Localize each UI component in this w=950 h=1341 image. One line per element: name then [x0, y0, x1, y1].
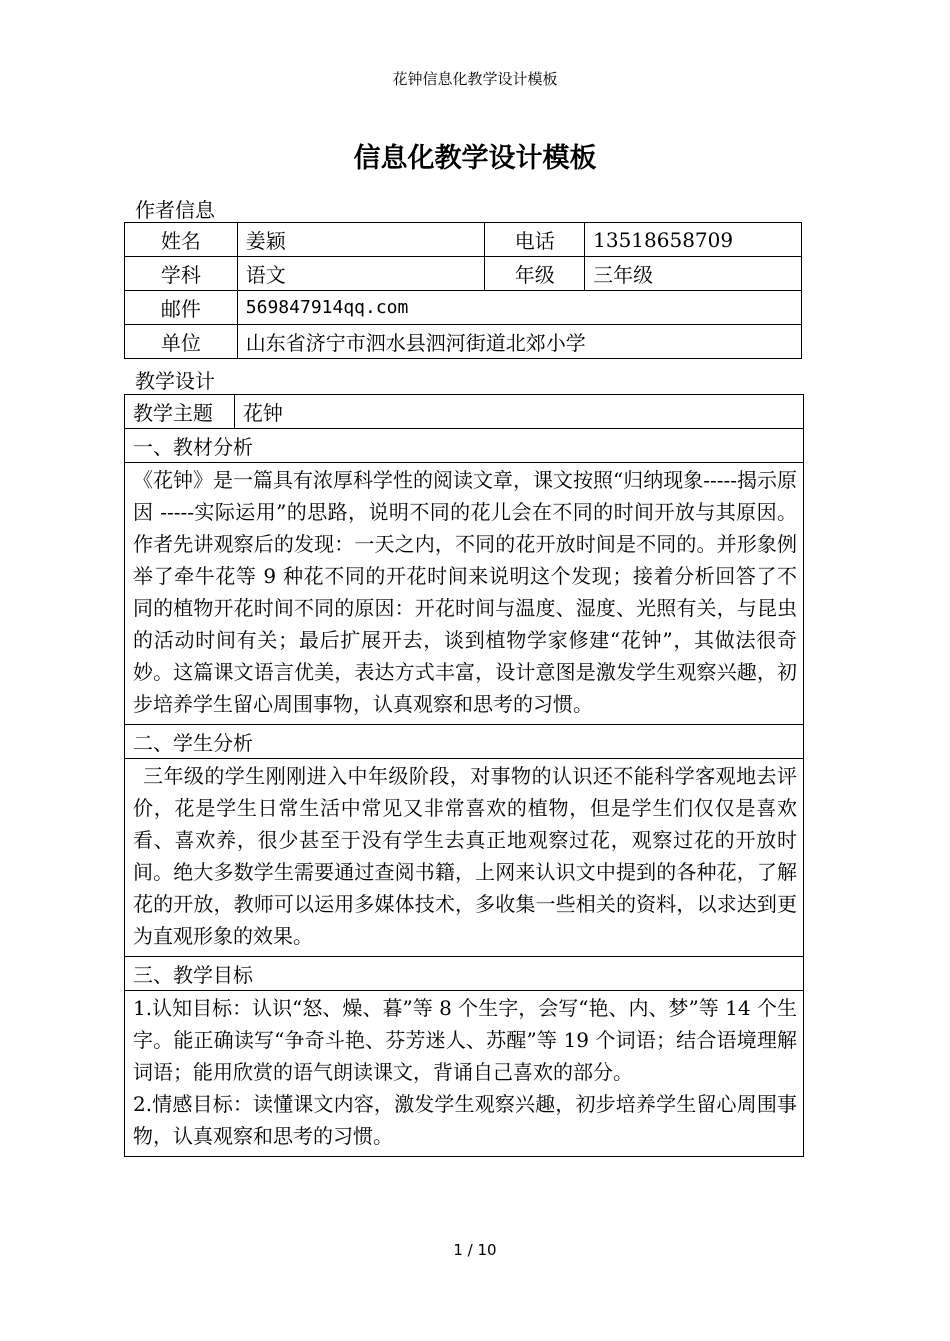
topic-label: 教学主题 — [125, 395, 235, 429]
emotional-goal: 2.情感目标：读懂课文内容，激发学生观察兴趣，初步培养学生留心周围事物，认真观察和思考的习惯。 — [133, 1092, 797, 1148]
unit-label: 单位 — [125, 325, 238, 359]
document-title: 信息化教学设计模板 — [353, 143, 597, 174]
email-label: 邮件 — [125, 291, 238, 325]
author-section-label: 作者信息 — [135, 198, 215, 222]
author-row-unit — [125, 325, 802, 359]
author-row-name — [125, 223, 802, 257]
topic-value: 花钟 — [234, 395, 803, 429]
material-body-row — [125, 463, 804, 725]
teaching-design-table — [124, 394, 804, 1157]
topic-row — [125, 395, 804, 429]
running-header: 花钟信息化教学设计模板 — [392, 70, 558, 88]
grade-label: 年级 — [485, 257, 585, 291]
goal-heading-row — [125, 957, 804, 991]
name-value: 姜颖 — [237, 223, 485, 257]
student-analysis-text: 三年级的学生刚刚进入中年级阶段，对事物的认识还不能科学客观地去评价，花是学生日常生活中常见又非常喜欢的植物，但是学生们仅仅是喜欢看、喜欢养，很少甚至于没有学生去真正地观察过花，观察过花的开放时间。绝大多数学生需要通过查阅书籍，上网来认识文中提到的各种花，了解花的开放，教师可以运用多媒体技术，多收集一些相关的资料，以求达到更为直观形象的效果。 — [125, 759, 804, 957]
phone-label: 电话 — [485, 223, 585, 257]
design-section-label: 教学设计 — [135, 369, 215, 393]
page-number: 1 / 10 — [453, 1241, 497, 1259]
phone-value: 13518658709 — [585, 223, 802, 257]
student-body-row — [125, 759, 804, 957]
name-label: 姓名 — [125, 223, 238, 257]
material-analysis-heading: 一、教材分析 — [125, 429, 804, 463]
unit-value: 山东省济宁市泗水县泗河街道北郊小学 — [237, 325, 801, 359]
subject-value: 语文 — [237, 257, 485, 291]
subject-label: 学科 — [125, 257, 238, 291]
teaching-goal-heading: 三、教学目标 — [125, 957, 804, 991]
email-value: 569847914qq.com — [237, 291, 801, 325]
cognitive-goal: 1.认知目标：认识“怒、燥、暮”等 8 个生字，会写“艳、内、梦”等 14 个生字。能正确读写“争奇斗艳、芬芳迷人、苏醒”等 19 个词语；结合语境理解词语；能用欣赏的语气朗读课文，背诵自己喜欢的部分。 — [133, 996, 797, 1084]
grade-value: 三年级 — [585, 257, 802, 291]
author-row-email — [125, 291, 802, 325]
goal-body-row — [125, 991, 804, 1157]
student-analysis-heading: 二、学生分析 — [125, 725, 804, 759]
author-info-table — [124, 222, 802, 359]
material-heading-row — [125, 429, 804, 463]
student-heading-row — [125, 725, 804, 759]
material-analysis-text: 《花钟》是一篇具有浓厚科学性的阅读文章，课文按照“归纳现象-----揭示原因 -----实际运用”的思路，说明不同的花儿会在不同的时间开放与其原因。作者先讲观察后的发现：一天之内，不同的花开放时间是不同的。并形象例举了牵牛花等 9 种花不同的开花时间来说明这个发现；接着分析回答了不同的植物开花时间不同的原因：开花时间与温度、湿度、光照有关，与昆虫的活动时间有关；最后扩展开去，谈到植物学家修建“花钟”，其做法很奇妙。这篇课文语言优美，表达方式丰富，设计意图是激发学生观察兴趣，初步培养学生留心周围事物，认真观察和思考的习惯。 — [125, 463, 804, 725]
teaching-goal-text — [125, 991, 804, 1157]
author-row-subject — [125, 257, 802, 291]
